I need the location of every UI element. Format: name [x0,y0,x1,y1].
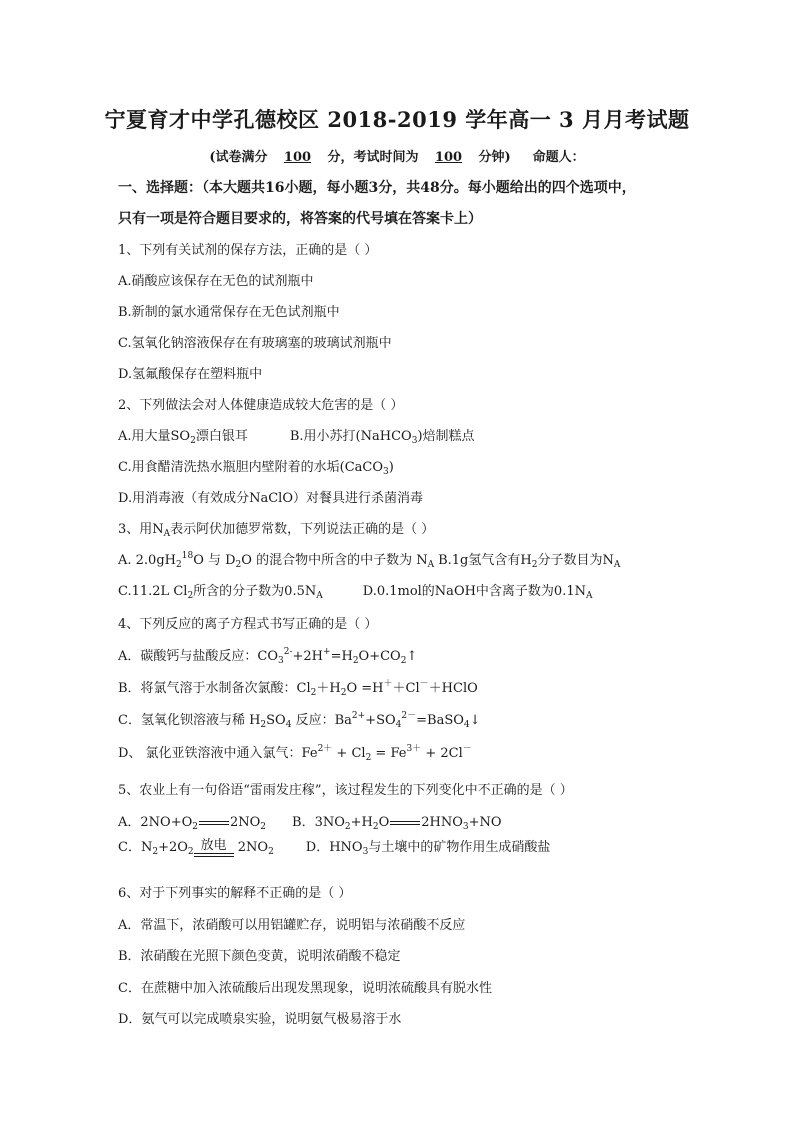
question-6-option-a: A．常温下，浓硝酸可以用铝罐贮存，说明铝与浓硝酸不反应 [118,918,466,933]
question-2-options-ab [118,425,475,446]
question-2-option-a: A.用大量$SO_2$漂白银耳 [118,429,248,446]
question-3-options-cd [118,580,592,601]
question-4-option-a: A．碳酸钙与盐酸反应：$CO_3^{2-}+2H^+=H_2O+CO_2↑$ [118,647,418,666]
question-5-option-a: A．$2NO+O_2$ $2NO_2$ [118,815,267,832]
question-2-option-b: B.用小苏打(NaHCO$_3$)焙制糕点 [289,429,475,446]
reaction-condition-arrow [194,839,234,857]
section-heading-line2: 只有一项是符合题目要求的，将答案的代号填在答案卡上） [118,211,482,227]
reaction-condition-label: 放电 [200,838,227,853]
question-3-stem: 3、用$N_A$表示阿伏加德罗常数，下列说法正确的是（ ） [118,522,435,539]
question-5-options-cd [118,836,550,857]
question-3-option-d: D.0.1mol的NaOH中含离子数为$0.1N_A$ [362,584,593,601]
author-label: 命题人： [532,150,585,165]
question-2-stem: 2、下列做法会对人体健康造成较大危害的是（ ） [118,398,404,413]
question-5-stem: 5、农业上有一句俗语“雷雨发庄稼”，该过程发生的下列变化中不正确的是（ ） [118,783,573,798]
question-6-option-d: D．氨气可以完成喷泉实验，说明氨气极易溶于水 [118,1012,402,1027]
question-6-option-c: C．在蔗糖中加入浓硫酸后出现发黑现象，说明浓硫酸具有脱水性 [118,981,492,996]
question-6-stem: 6、对于下列事实的解释不正确的是（ ） [118,886,352,901]
equals-double-bar [199,821,229,825]
exam-title: 宁夏育才中学孔德校区 2018-2019 学年高一 3 月月考试题 [104,107,690,132]
section-heading-line1: 一、选择题：（本大题共16小题，每小题3分，共48分。每小题给出的四个选项中， [118,180,636,196]
question-5-options-ab [118,811,502,832]
full-score-value: 100 [283,150,312,165]
question-3-options-ab [118,549,620,570]
question-5-option-d: D．$HNO_3$与土壤中的矿物作用生成硝酸盐 [305,840,551,857]
question-6-option-b: B．浓硝酸在光照下颜色变黄，说明浓硝酸不稳定 [118,949,401,964]
equals-double-bar [390,821,420,825]
question-1-option-d: D.氢氟酸保存在塑料瓶中 [118,367,263,382]
question-4-option-c: C．氢氧化钡溶液与稀 $H_2SO_4$ 反应：$Ba^{2+}+SO_4^{2-}=BaSO_4↓$ [118,711,481,730]
question-3-option-a: A. $2.0gH_2^{18}O$ 与 $D_2O$ 的混合物中所含的中子数为 $N_A$ [118,551,435,570]
exam-time-value: 100 [434,150,463,165]
question-1-option-a: A.硝酸应该保存在无色的试剂瓶中 [118,274,314,289]
subtitle-suffix: 分钟) [478,150,511,165]
question-1-option-b: B.新制的氯水通常保存在无色试剂瓶中 [118,305,340,320]
subtitle-prefix: (试卷满分 [209,150,268,165]
question-3-option-c: C.11.2L $Cl_2$所含的分子数为$0.5N_A$ [118,584,323,601]
question-4-option-b: B．将氯气溶于水制备次氯酸：$Cl_2+H_2O$ =H＋＋Cl－＋HClO [118,679,478,698]
exam-subtitle [0,146,794,165]
question-5-option-c: C．$N_2+2O_2$ 放电 $2NO_2$ [118,838,274,857]
question-2-option-c: C.用食醋清洗热水瓶胆内壁附着的水垢(CaCO$_3$) [118,460,394,477]
question-2-option-d: D.用消毒液（有效成分NaClO）对餐具进行杀菌消毒 [118,491,423,506]
question-4-option-d: D、 氯化亚铁溶液中通入氯气：$Fe^{2+} + Cl_2 = Fe^{3+} + 2Cl^-$ [118,744,472,763]
question-1-option-c: C.氢氧化钠溶液保存在有玻璃塞的玻璃试剂瓶中 [118,336,392,351]
subtitle-middle: 分，考试时间为 [327,150,419,165]
question-1-stem: 1、下列有关试剂的保存方法，正确的是（ ） [118,243,378,258]
question-5-option-b: B．$3NO_2+H_2O$ $2HNO_3+NO$ [292,815,502,832]
question-4-stem: 4、下列反应的离子方程式书写正确的是（ ） [118,617,378,632]
question-3-option-b: B.1g氢气含有$H_2$分子数目为$N_A$ [438,553,621,570]
